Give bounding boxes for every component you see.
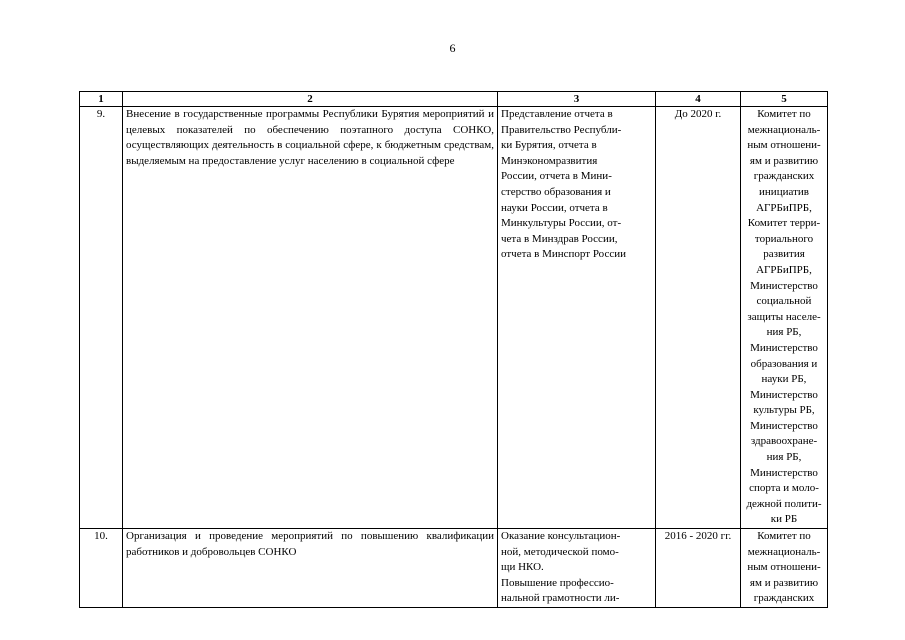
cell-line: нальной грамотности ли- [501, 592, 620, 605]
cell-line: ным отношени- [747, 139, 821, 152]
table-row [80, 107, 828, 529]
row-number: 10. [80, 529, 123, 608]
cell-line: Минкультуры России, от- [501, 217, 622, 230]
cell-line: Представление отчета в [501, 108, 613, 120]
cell-line: науки РБ, [761, 373, 807, 386]
cell-line: России, отчета в Мини- [501, 170, 612, 183]
cell-line: развития [763, 248, 805, 261]
executors [741, 529, 828, 608]
measures-table [79, 91, 828, 608]
column-header: 1 [80, 92, 123, 107]
cell-line: защиты населе- [747, 310, 821, 323]
cell-line: Оказание консультацион- [501, 530, 621, 543]
cell-line: инициатив [759, 185, 809, 198]
cell-line: чета в Минздрав России, [501, 232, 618, 245]
cell-line: отчета в Минспорт России [501, 248, 626, 261]
cell-line: межнациональ- [747, 545, 821, 558]
cell-line: ториального [754, 232, 814, 245]
cell-line: межнациональ- [747, 123, 821, 136]
column-header: 5 [741, 92, 828, 107]
executors [741, 107, 828, 529]
cell-line: ки РБ [770, 513, 798, 526]
cell-line: Министерство [750, 388, 818, 401]
measure-description: Внесение в государственные программы Республики Бурятия мероприятий и целевых показателей по обеспечению поэтапного доступа СОНКО, осуществляющих деятельность в социальной сфере, к бюджетным средствам, выделяемым на предоставление услуг населению в социальной сфере [123, 107, 498, 529]
cell-line: Министерство [750, 466, 818, 479]
cell-line: ным отношени- [747, 561, 821, 574]
cell-line: ям и развитию [749, 154, 819, 167]
cell-line: гражданских [753, 592, 815, 605]
cell-line: спорта и моло- [749, 482, 819, 495]
cell-line: Правительство Республи- [501, 123, 622, 136]
row-number: 9. [80, 107, 123, 529]
column-header: 3 [498, 92, 656, 107]
page-number: 6 [449, 41, 456, 55]
report-form [498, 529, 656, 608]
cell-line: ки Бурятия, отчета в [501, 139, 597, 152]
cell-line: социальной [756, 295, 812, 308]
cell-line: стерство образования и [501, 185, 611, 198]
cell-line: ния РБ, [766, 326, 802, 339]
cell-line: Повышение профессио- [501, 576, 614, 589]
cell-line: Министерство [750, 419, 818, 432]
cell-line: ям и развитию [749, 576, 819, 589]
cell-line: гражданских [753, 170, 815, 183]
cell-line: Комитет по [757, 108, 811, 120]
cell-line: АГРБиПРБ, [756, 201, 812, 214]
table-row [80, 529, 828, 608]
cell-line: науки России, отчета в [501, 201, 608, 214]
cell-line: образования и [750, 357, 818, 370]
deadline: До 2020 г. [656, 107, 741, 529]
cell-line: здравоохране- [750, 435, 818, 448]
cell-line: культуры РБ, [753, 404, 815, 417]
cell-line: АГРБиПРБ, [756, 263, 812, 276]
column-header: 4 [656, 92, 741, 107]
deadline: 2016 - 2020 гг. [656, 529, 741, 608]
cell-line: Комитет терри- [747, 217, 821, 230]
report-form [498, 107, 656, 529]
measure-description: Организация и проведение мероприятий по повышению квалификации работников и добровольцев СОНКО [123, 529, 498, 608]
cell-line: Министерство [750, 279, 818, 292]
cell-line: ной, методической помо- [501, 545, 619, 558]
table-header-row [80, 92, 828, 107]
cell-line: дежной полити- [746, 497, 822, 510]
cell-line: Министерство [750, 341, 818, 354]
cell-line: Комитет по [757, 530, 811, 543]
cell-line: Минэкономразвития [501, 154, 598, 167]
cell-line: щи НКО. [501, 561, 544, 574]
column-header: 2 [123, 92, 498, 107]
cell-line: ния РБ, [766, 451, 802, 464]
